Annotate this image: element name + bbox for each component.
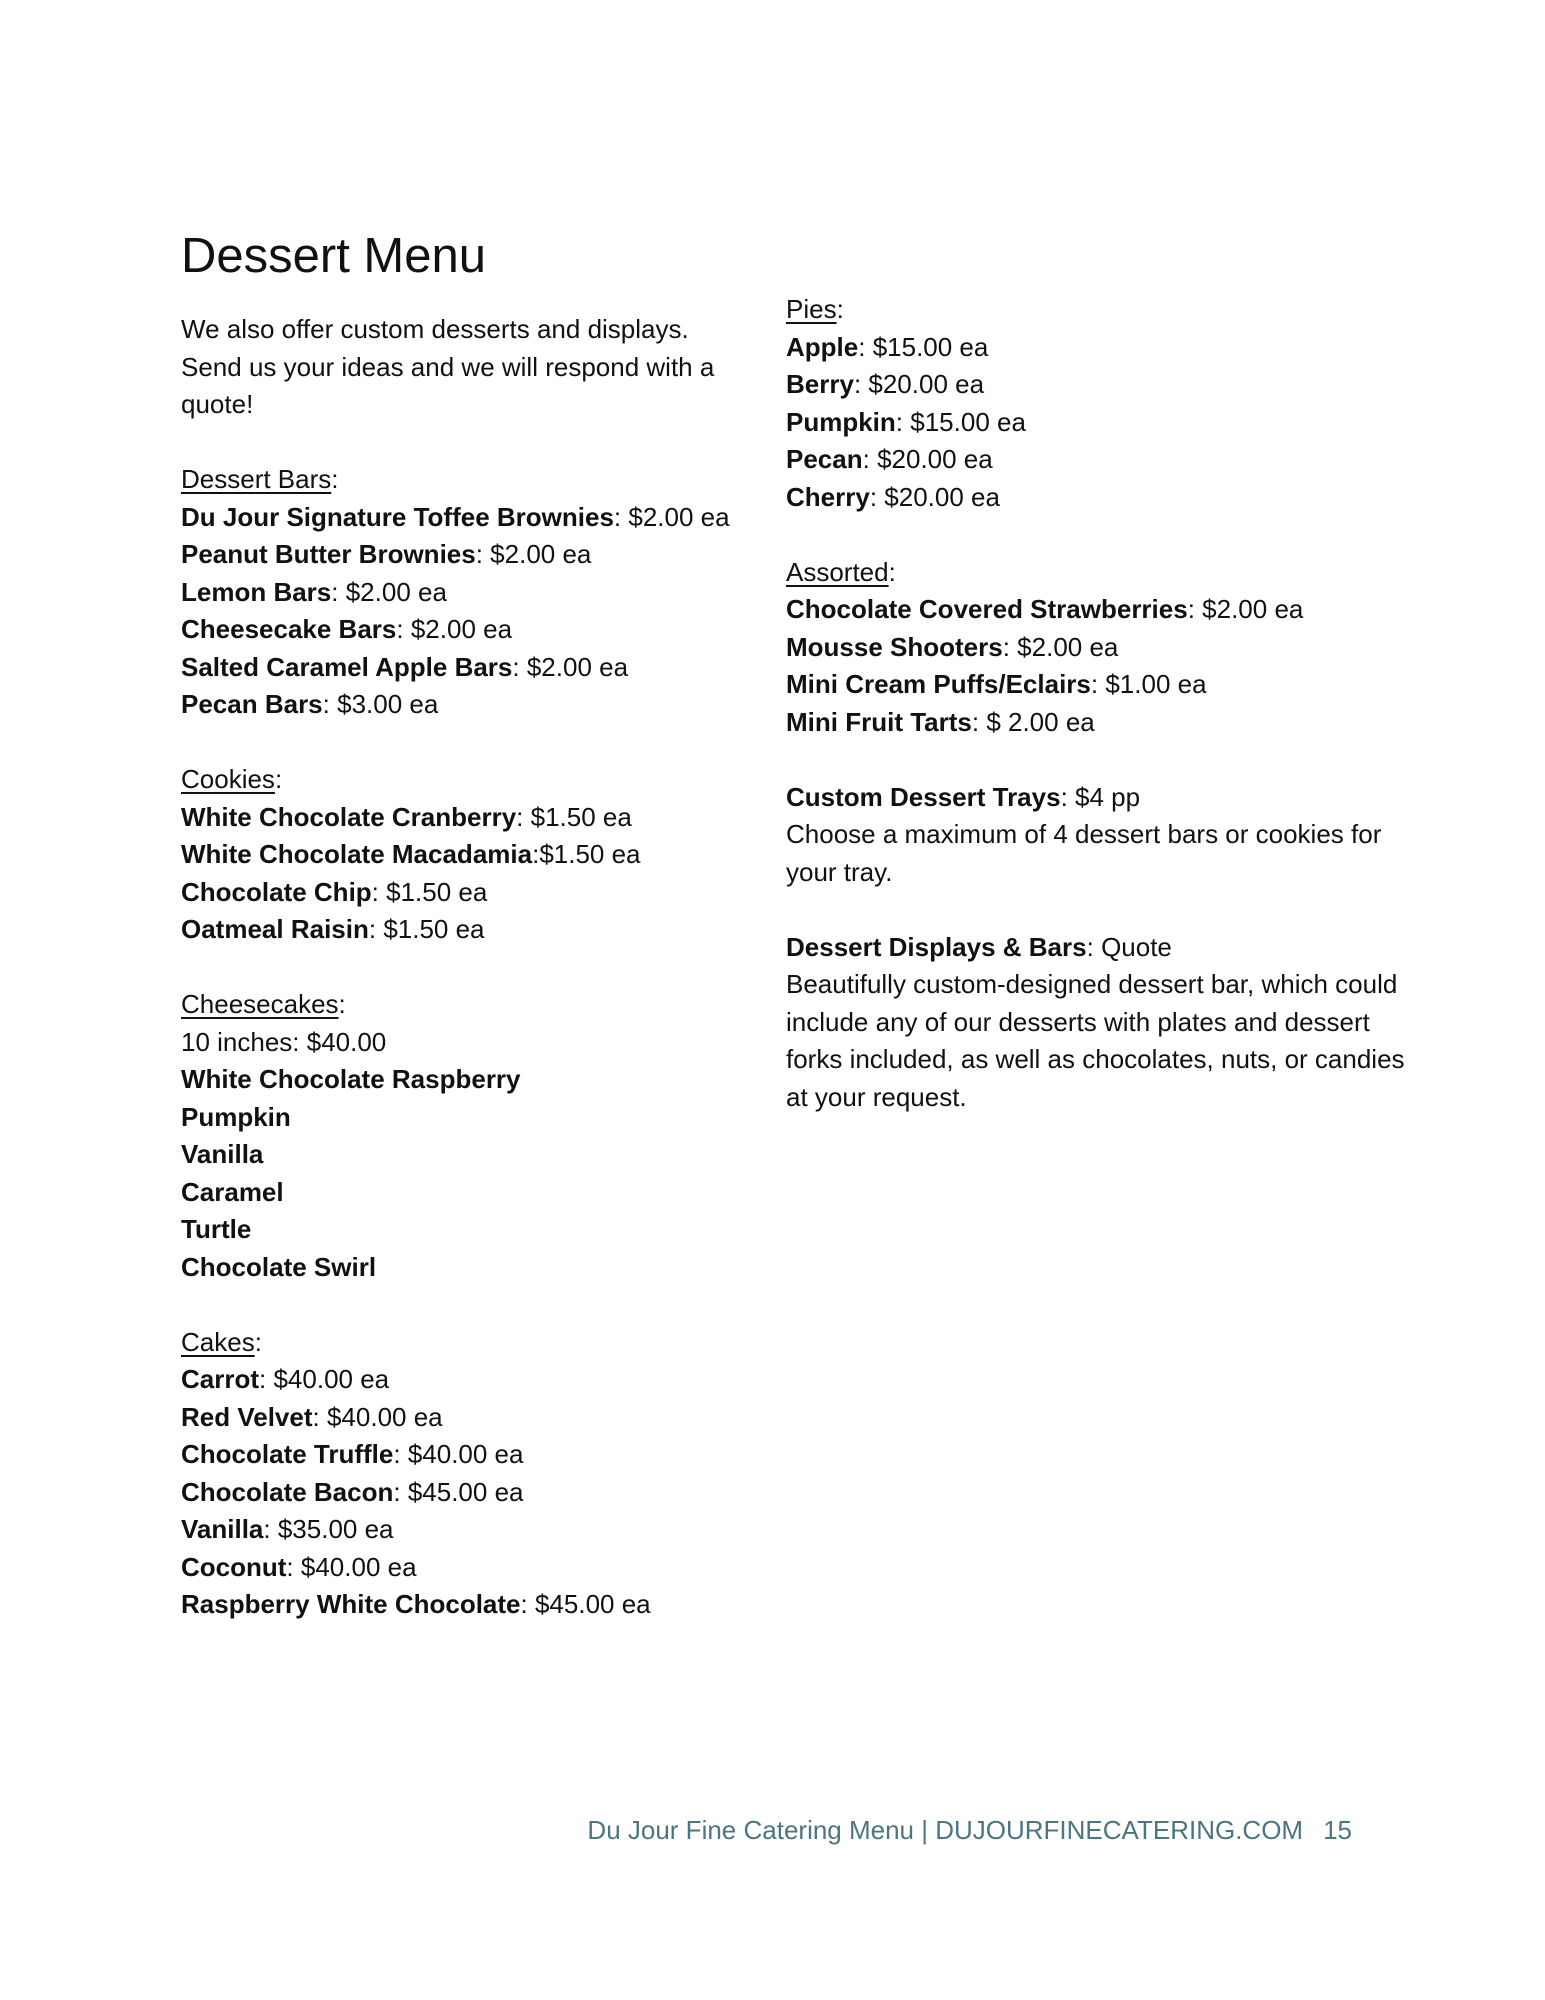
item-price: $40.00 ea bbox=[273, 1364, 390, 1394]
item-name: Chocolate Chip bbox=[181, 876, 372, 907]
item-price: $40.00 ea bbox=[300, 1551, 417, 1582]
left-column bbox=[181, 311, 741, 1661]
item-separator: : bbox=[512, 651, 527, 682]
item-separator: : bbox=[475, 539, 491, 569]
custom-trays-name: Custom Dessert Trays bbox=[786, 781, 1061, 812]
item-price: $45.00 ea bbox=[534, 1589, 651, 1619]
section-title: Cheesecakes: bbox=[181, 989, 346, 1019]
item-name: Raspberry White Chocolate bbox=[181, 1589, 521, 1619]
item-price: $20.00 ea bbox=[868, 369, 985, 399]
item-name: White Chocolate Macadamia bbox=[181, 839, 533, 869]
item-name: Mini Fruit Tarts bbox=[786, 706, 972, 737]
item-name: Caramel bbox=[181, 1176, 284, 1207]
item-name: Pumpkin bbox=[786, 406, 896, 437]
item-name: Red Velvet bbox=[181, 1401, 313, 1432]
footer-text: Du Jour Fine Catering Menu | DUJOURFINECATERING.COM bbox=[587, 1815, 1304, 1845]
item-price: $2.00 ea bbox=[345, 576, 447, 607]
menu-item bbox=[786, 366, 1406, 404]
menu-item bbox=[181, 1174, 741, 1212]
item-price: $40.00 ea bbox=[407, 1439, 524, 1469]
item-price: $1.50 ea bbox=[386, 876, 488, 907]
item-price: $1.50 ea bbox=[383, 914, 485, 944]
menu-item bbox=[181, 649, 741, 687]
item-name: White Chocolate Cranberry bbox=[181, 801, 517, 832]
menu-item bbox=[181, 611, 741, 649]
item-price: $45.00 ea bbox=[407, 1476, 524, 1507]
section-title-text: Cheesecakes bbox=[181, 989, 339, 1019]
item-separator: : bbox=[516, 801, 531, 832]
item-price: $1.00 ea bbox=[1105, 669, 1207, 699]
item-separator: : bbox=[368, 914, 384, 944]
menu-item bbox=[181, 911, 741, 949]
item-price: $2.00 ea bbox=[526, 651, 629, 682]
section-title: Cakes: bbox=[181, 1326, 262, 1357]
menu-item bbox=[786, 704, 1406, 742]
item-name: Cherry bbox=[786, 481, 870, 512]
custom-trays-price: $4 pp bbox=[1075, 781, 1141, 812]
item-separator: : bbox=[853, 369, 869, 399]
item-separator: : bbox=[1002, 631, 1018, 662]
menu-section bbox=[786, 291, 1406, 516]
section-title-text: Pies bbox=[786, 294, 837, 324]
section-title-text: Cookies bbox=[181, 764, 275, 794]
menu-item bbox=[181, 536, 741, 574]
section-title: Cookies: bbox=[181, 764, 283, 794]
item-name: Salted Caramel Apple Bars bbox=[181, 651, 513, 682]
section-title: Dessert Bars: bbox=[181, 464, 339, 494]
item-name: Chocolate Bacon bbox=[181, 1476, 394, 1507]
custom-trays-description: Choose a maximum of 4 dessert bars or cookies for your tray. bbox=[786, 819, 1382, 887]
item-price: $2.00 ea bbox=[410, 614, 513, 644]
item-name: Cheesecake Bars bbox=[181, 614, 397, 644]
menu-item bbox=[786, 629, 1406, 667]
item-name: Mini Cream Puffs/Eclairs bbox=[786, 669, 1091, 699]
menu-item bbox=[181, 1549, 741, 1587]
item-separator: : bbox=[858, 331, 873, 362]
left-sections bbox=[181, 461, 741, 1624]
section-title: Pies: bbox=[786, 294, 844, 324]
item-separator: : bbox=[532, 839, 540, 869]
item-separator: : bbox=[331, 576, 346, 607]
menu-item bbox=[181, 1099, 741, 1137]
item-name: Vanilla bbox=[181, 1514, 264, 1544]
item-separator: : bbox=[393, 1439, 408, 1469]
item-price: $20.00 ea bbox=[884, 481, 1000, 512]
menu-item bbox=[181, 1586, 741, 1624]
custom-trays-section bbox=[786, 779, 1406, 892]
item-separator: : bbox=[1090, 669, 1106, 699]
menu-item bbox=[181, 1436, 741, 1474]
item-price: $2.00 ea bbox=[490, 539, 592, 569]
menu-item bbox=[181, 1249, 741, 1287]
menu-item bbox=[181, 799, 741, 837]
item-separator: : bbox=[396, 614, 411, 644]
right-column bbox=[786, 291, 1406, 1154]
item-separator: : bbox=[862, 444, 878, 474]
intro-text: We also offer custom desserts and displays. Send us your ideas and we will respond with a quote! bbox=[181, 314, 715, 419]
item-price: $15.00 ea bbox=[872, 331, 989, 362]
item-price: $35.00 ea bbox=[277, 1514, 394, 1544]
menu-item bbox=[786, 666, 1406, 704]
menu-item bbox=[181, 1511, 741, 1549]
item-price: $15.00 ea bbox=[910, 406, 1026, 437]
item-price: $1.50 ea bbox=[539, 839, 641, 869]
menu-item bbox=[181, 1211, 741, 1249]
menu-item bbox=[181, 574, 741, 612]
item-name: Peanut Butter Brownies bbox=[181, 539, 476, 569]
menu-item bbox=[786, 329, 1406, 367]
item-name: Oatmeal Raisin bbox=[181, 914, 369, 944]
item-name: Chocolate Covered Strawberries bbox=[786, 594, 1188, 624]
item-name: Du Jour Signature Toffee Brownies bbox=[181, 501, 614, 532]
item-separator: : bbox=[895, 406, 911, 437]
displays-line: Dessert Displays & Bars: Quote bbox=[786, 931, 1172, 962]
item-name: Lemon Bars bbox=[181, 576, 332, 607]
right-sections bbox=[786, 291, 1406, 741]
item-separator: : bbox=[322, 689, 338, 719]
menu-section bbox=[181, 986, 741, 1286]
displays-price: Quote bbox=[1101, 931, 1172, 962]
item-separator: : bbox=[613, 501, 629, 532]
item-separator: : bbox=[312, 1401, 327, 1432]
item-separator: : bbox=[1187, 594, 1203, 624]
item-name: Mousse Shooters bbox=[786, 631, 1003, 662]
page-title: Dessert Menu bbox=[181, 229, 487, 283]
menu-item bbox=[181, 1474, 741, 1512]
menu-item bbox=[181, 836, 741, 874]
item-name: Coconut bbox=[181, 1551, 287, 1582]
footer bbox=[587, 1815, 1352, 1846]
menu-item bbox=[786, 404, 1406, 442]
menu-item bbox=[181, 1399, 741, 1437]
item-name: Pecan bbox=[786, 444, 863, 474]
item-name: Pumpkin bbox=[181, 1101, 291, 1132]
menu-item bbox=[786, 479, 1406, 517]
item-price: $3.00 ea bbox=[337, 689, 439, 719]
item-price: $40.00 ea bbox=[326, 1401, 443, 1432]
section-title-text: Dessert Bars bbox=[181, 464, 332, 494]
section-title-text: Assorted bbox=[786, 556, 889, 587]
item-price: $1.50 ea bbox=[530, 801, 632, 832]
item-separator: : bbox=[371, 876, 387, 907]
item-separator: : bbox=[520, 1589, 535, 1619]
item-name: Pecan Bars bbox=[181, 689, 323, 719]
menu-item bbox=[181, 686, 741, 724]
item-separator: : bbox=[263, 1514, 278, 1544]
item-separator: : bbox=[393, 1476, 408, 1507]
menu-item bbox=[181, 1136, 741, 1174]
menu-item bbox=[181, 874, 741, 912]
item-name: Carrot bbox=[181, 1364, 260, 1394]
menu-section bbox=[181, 461, 741, 724]
menu-item bbox=[181, 499, 741, 537]
item-name: Chocolate Truffle bbox=[181, 1439, 394, 1469]
displays-section bbox=[786, 929, 1406, 1117]
section-title: Assorted: bbox=[786, 556, 896, 587]
item-name: Vanilla bbox=[181, 1139, 264, 1169]
displays-description: Beautifully custom-designed dessert bar, which could include any of our desserts with plates and dessert forks included, as well as chocolates, nuts, or candies at your request. bbox=[786, 969, 1405, 1112]
item-name: White Chocolate Raspberry bbox=[181, 1064, 521, 1094]
item-separator: : bbox=[286, 1551, 301, 1582]
item-separator: : bbox=[869, 481, 885, 512]
displays-name: Dessert Displays & Bars bbox=[786, 931, 1087, 962]
item-name: Apple bbox=[786, 331, 859, 362]
item-separator: : bbox=[259, 1364, 274, 1394]
section-title-text: Cakes bbox=[181, 1326, 255, 1357]
menu-section bbox=[181, 761, 741, 949]
menu-section bbox=[181, 1324, 741, 1624]
item-price: $2.00 ea bbox=[1017, 631, 1119, 662]
menu-item bbox=[181, 1061, 741, 1099]
item-name: Berry bbox=[786, 369, 854, 399]
item-price: $2.00 ea bbox=[628, 501, 730, 532]
section-note: 10 inches: $40.00 bbox=[181, 1026, 387, 1057]
menu-item bbox=[786, 591, 1406, 629]
menu-section bbox=[786, 554, 1406, 742]
item-separator: : bbox=[971, 706, 987, 737]
item-price: $2.00 ea bbox=[1202, 594, 1304, 624]
page-number: 15 bbox=[1323, 1815, 1352, 1845]
item-price: $20.00 ea bbox=[877, 444, 993, 474]
item-name: Chocolate Swirl bbox=[181, 1251, 377, 1282]
item-price: $ 2.00 ea bbox=[986, 706, 1095, 737]
menu-item bbox=[786, 441, 1406, 479]
item-name: Turtle bbox=[181, 1214, 252, 1244]
custom-trays-line: Custom Dessert Trays: $4 pp bbox=[786, 781, 1141, 812]
menu-item bbox=[181, 1361, 741, 1399]
